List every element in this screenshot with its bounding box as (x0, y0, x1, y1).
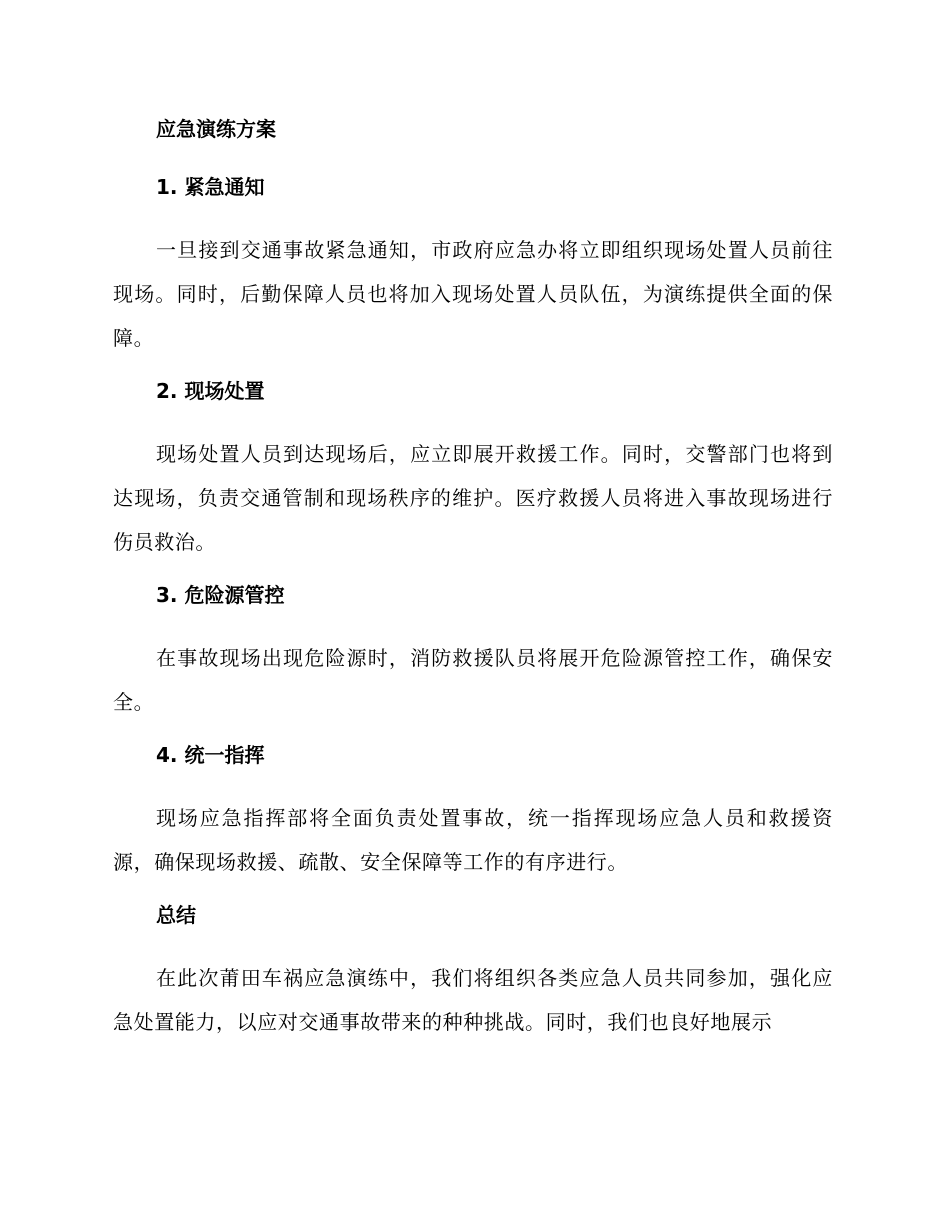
section-heading-onsite-handling: 2. 现场处置 (156, 379, 265, 403)
section-body-onsite-handling: 现场处置人员到达现场后，应立即展开救援工作。同时，交警部门也将到达现场，负责交通管制和现场秩序的维护。医疗救援人员将进入事故现场进行伤员救治。 (113, 442, 833, 554)
section-body-unified-command: 现场应急指挥部将全面负责处置事故，统一指挥现场应急人员和救援资源，确保现场救援、疏散、安全保障等工作的有序进行。 (113, 806, 833, 874)
section-body-emergency-notice: 一旦接到交通事故紧急通知，市政府应急办将立即组织现场处置人员前往现场。同时，后勤保障人员也将加入现场处置人员队伍，为演练提供全面的保障。 (113, 238, 833, 350)
section-heading-hazard-control: 3. 危险源管控 (156, 583, 285, 607)
document-content (113, 112, 833, 1058)
summary-body: 在此次莆田车祸应急演练中，我们将组织各类应急人员共同参加，强化应急处置能力，以应对交通事故带来的种种挑战。同时，我们也良好地展示 (113, 966, 833, 1034)
section-heading-emergency-notice: 1. 紧急通知 (156, 175, 265, 199)
document-title: 应急演练方案 (156, 117, 276, 141)
summary-heading: 总结 (156, 903, 196, 927)
section-body-hazard-control: 在事故现场出现危险源时，消防救援队员将展开危险源管控工作，确保安全。 (113, 646, 833, 714)
section-heading-unified-command: 4. 统一指挥 (156, 743, 265, 767)
